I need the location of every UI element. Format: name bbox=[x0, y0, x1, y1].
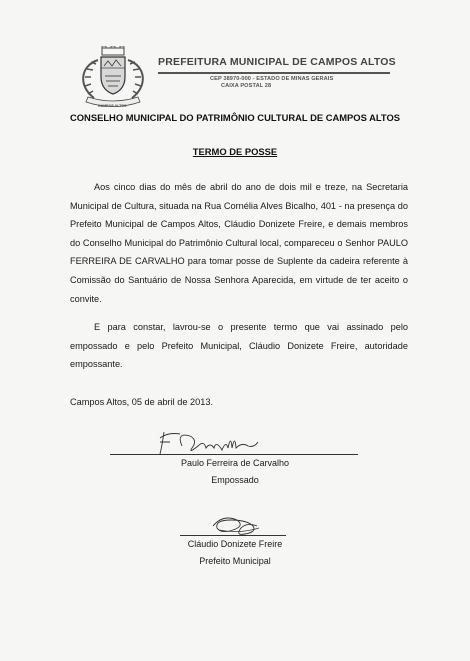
letterhead-address: CEP 38970-000 - ESTADO DE MINAS GERAIS bbox=[210, 76, 334, 82]
signature-line-1 bbox=[110, 454, 358, 455]
signer-1-name: Paulo Ferreira de Carvalho bbox=[180, 458, 290, 468]
letterhead-rule bbox=[158, 72, 390, 74]
council-title: CONSELHO MUNICIPAL DO PATRIMÔNIO CULTURAL DE CAMPOS ALTOS bbox=[69, 112, 401, 123]
document-title: TERMO DE POSSE bbox=[192, 146, 278, 157]
signer-1-role: Empossado bbox=[211, 475, 259, 485]
signer-2-name: Cláudio Donizete Freire bbox=[187, 539, 283, 549]
coat-of-arms-icon bbox=[70, 46, 156, 108]
body-paragraph-1: Aos cinco dias do mês de abril do ano de dois mil e treze, na Secretaria Municipal de Cultura, situada na Rua Cornélia Alves Bicalho, 401 - na presença do Prefeito Municipal de Campos Altos, Cláudio Donizete Freire, e demais membros do Conselho Municipal do Patrimônio Cultural local, compareceu o Senhor PAULO FERREIRA DE CARVALHO para tomar posse de Suplente da cadeira referente à Comissão do Santuário de Nossa Senhora Aparecida, em virtude de ter aceito o convite. bbox=[70, 182, 408, 304]
body-paragraph-2: E para constar, lavrou-se o presente termo que vai assinado pelo empossado e pelo Prefeito Municipal, Cláudio Donizete Freire, autoridade empossante. bbox=[70, 322, 408, 370]
letterhead-postal-box: CAIXA POSTAL 28 bbox=[221, 83, 272, 89]
signer-2-role: Prefeito Municipal bbox=[199, 556, 271, 566]
signature-line-2 bbox=[180, 535, 286, 536]
crest-ribbon-text: CAMPOS ALTOS bbox=[98, 104, 127, 108]
letterhead-title: PREFEITURA MUNICIPAL DE CAMPOS ALTOS bbox=[158, 56, 396, 68]
date-line: Campos Altos, 05 de abril de 2013. bbox=[70, 397, 214, 407]
